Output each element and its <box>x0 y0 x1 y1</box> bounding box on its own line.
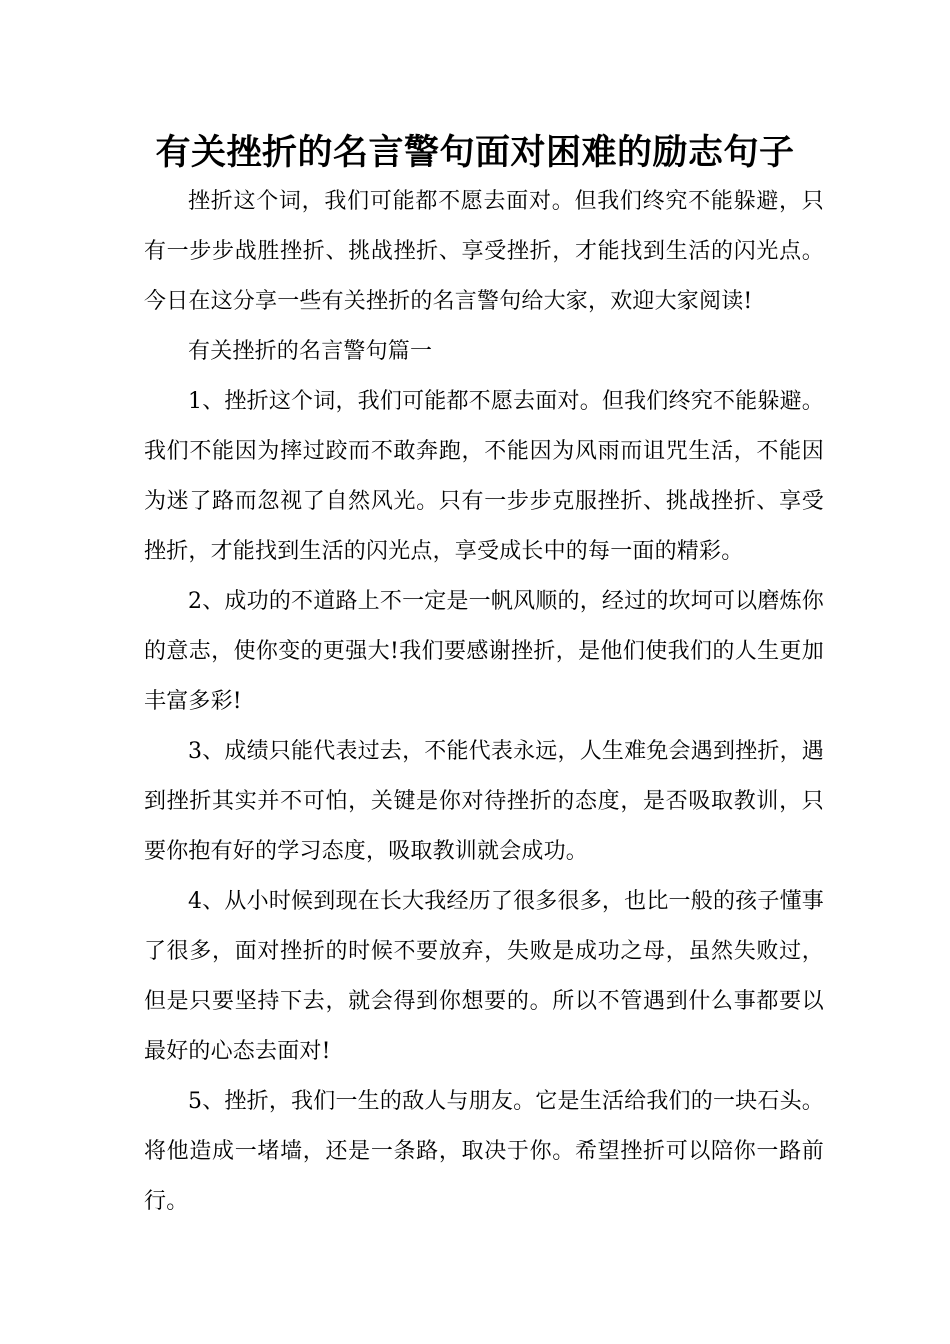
quote-item-3: 3、成绩只能代表过去，不能代表永远，人生难免会遇到挫折，遇到挫折其实并不可怕，关键是你对待挫折的态度，是否吸取教训，只要你抱有好的学习态度，吸取教训就会成功。 <box>144 739 824 864</box>
document-body <box>144 177 824 1227</box>
quote-item-2: 2、成功的不道路上不一定是一帆风顺的，经过的坎坷可以磨炼你的意志，使你变的更强大!我们要感谢挫折，是他们使我们的人生更加丰富多彩! <box>144 589 824 714</box>
section-heading: 有关挫折的名言警句篇一 <box>188 339 433 364</box>
quote-item-5: 5、挫折，我们一生的敌人与朋友。它是生活给我们的一块石头。将他造成一堵墙，还是一条路，取决于你。希望挫折可以陪你一路前行。 <box>144 1089 824 1214</box>
quote-item-1: 1、挫折这个词，我们可能都不愿去面对。但我们终究不能躲避。我们不能因为摔过跤而不敢奔跑，不能因为风雨而诅咒生活，不能因为迷了路而忽视了自然风光。只有一步步克服挫折、挑战挫折、享受挫折，才能找到生活的闪光点，享受成长中的每一面的精彩。 <box>144 389 824 564</box>
document-title: 有关挫折的名言警句面对困难的励志句子 <box>155 133 795 173</box>
quote-item-4: 4、从小时候到现在长大我经历了很多很多，也比一般的孩子懂事了很多，面对挫折的时候不要放弃，失败是成功之母，虽然失败过，但是只要坚持下去，就会得到你想要的。所以不管遇到什么事都要以最好的心态去面对! <box>144 889 824 1064</box>
intro-paragraph: 挫折这个词，我们可能都不愿去面对。但我们终究不能躲避，只有一步步战胜挫折、挑战挫折、享受挫折，才能找到生活的闪光点。今日在这分享一些有关挫折的名言警句给大家，欢迎大家阅读! <box>144 189 824 314</box>
